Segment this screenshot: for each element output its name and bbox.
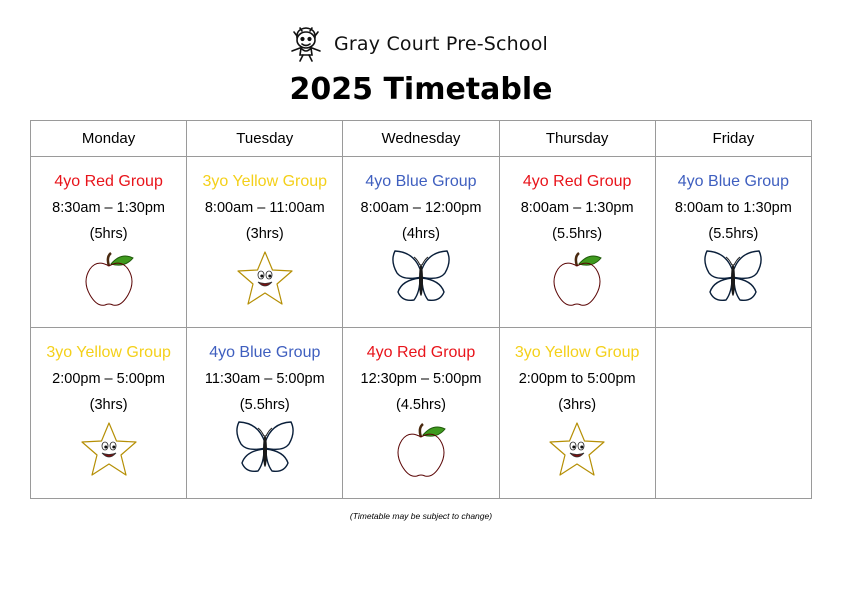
- session-cell-monday: [31, 328, 187, 499]
- apple-icon: [78, 250, 140, 308]
- apple-icon: [546, 250, 608, 308]
- group-picture: [78, 421, 140, 479]
- session-duration: (5.5hrs): [708, 226, 759, 242]
- session-content: [500, 328, 655, 479]
- session-content: [343, 328, 498, 479]
- group-picture: [702, 250, 764, 308]
- group-picture: [78, 250, 140, 308]
- day-header-row: [31, 121, 812, 157]
- group-name: 4yo Red Group: [54, 173, 163, 190]
- session-content: [187, 157, 342, 308]
- page-title: 2025 Timetable: [289, 72, 553, 107]
- group-picture: [546, 250, 608, 308]
- session-time: 8:00am – 12:00pm: [360, 200, 482, 216]
- butterfly-icon: [234, 421, 296, 479]
- session-cell-monday: [31, 157, 187, 328]
- star-icon: [234, 250, 296, 308]
- session-duration: (3hrs): [245, 226, 284, 242]
- day-header-wednesday: Wednesday: [343, 121, 499, 157]
- day-header-monday: Monday: [31, 121, 187, 157]
- session-content: [31, 328, 186, 479]
- session-time: 2:00pm to 5:00pm: [518, 371, 636, 387]
- session-duration: (4.5hrs): [395, 397, 446, 413]
- session-time: 12:30pm – 5:00pm: [360, 371, 482, 387]
- day-header-thursday: Thursday: [499, 121, 655, 157]
- session-time: 11:30am – 5:00pm: [204, 371, 325, 387]
- day-header-tuesday: Tuesday: [187, 121, 343, 157]
- group-name: 4yo Red Group: [366, 344, 476, 361]
- group-name: 4yo Blue Group: [365, 173, 477, 190]
- session-duration: (5.5hrs): [552, 226, 603, 242]
- group-name: 4yo Blue Group: [209, 344, 321, 361]
- session-duration: (5.5hrs): [239, 397, 290, 413]
- group-picture: [234, 421, 296, 479]
- session-content: [187, 328, 342, 479]
- group-name: 3yo Yellow Group: [514, 344, 640, 361]
- group-picture: [546, 421, 608, 479]
- child-mascot-icon: [286, 24, 326, 64]
- group-name: 4yo Blue Group: [677, 173, 789, 190]
- session-row: [31, 328, 812, 499]
- session-cell-thursday: [499, 328, 655, 499]
- session-row: [31, 157, 812, 328]
- session-cell-friday: [655, 157, 811, 328]
- butterfly-icon: [702, 250, 764, 308]
- group-picture: [390, 421, 452, 479]
- session-cell-thursday: [499, 157, 655, 328]
- star-icon: [546, 421, 608, 479]
- session-cell-tuesday: [187, 157, 343, 328]
- session-time: 8:00am – 11:00am: [204, 200, 325, 216]
- session-time: 8:30am – 1:30pm: [52, 200, 166, 216]
- session-duration: (4hrs): [402, 226, 440, 242]
- group-name: 4yo Red Group: [522, 173, 632, 190]
- footer-note: (Timetable may be subject to change): [349, 511, 493, 521]
- session-duration: (3hrs): [558, 397, 597, 413]
- session-time: 8:00am to 1:30pm: [674, 200, 792, 216]
- timetable: [30, 120, 812, 499]
- session-cell-wednesday: [343, 328, 499, 499]
- session-duration: (5hrs): [89, 226, 128, 242]
- school-logo: [286, 24, 548, 64]
- session-cell-wednesday: [343, 157, 499, 328]
- day-header-friday: Friday: [655, 121, 811, 157]
- apple-icon: [390, 421, 452, 479]
- empty-cell-friday: [655, 328, 811, 499]
- group-picture: [234, 250, 296, 308]
- session-cell-tuesday: [187, 328, 343, 499]
- star-icon: [78, 421, 140, 479]
- session-time: 2:00pm – 5:00pm: [52, 371, 166, 387]
- session-content: [343, 157, 498, 308]
- butterfly-icon: [390, 250, 452, 308]
- session-content: [500, 157, 655, 308]
- school-name: Gray Court Pre-School: [334, 33, 549, 55]
- group-picture: [390, 250, 452, 308]
- session-duration: (3hrs): [89, 397, 128, 413]
- session-content: [31, 157, 186, 308]
- session-time: 8:00am – 1:30pm: [520, 200, 634, 216]
- session-content: [656, 157, 811, 308]
- group-name: 3yo Yellow Group: [46, 344, 171, 361]
- group-name: 3yo Yellow Group: [202, 173, 328, 190]
